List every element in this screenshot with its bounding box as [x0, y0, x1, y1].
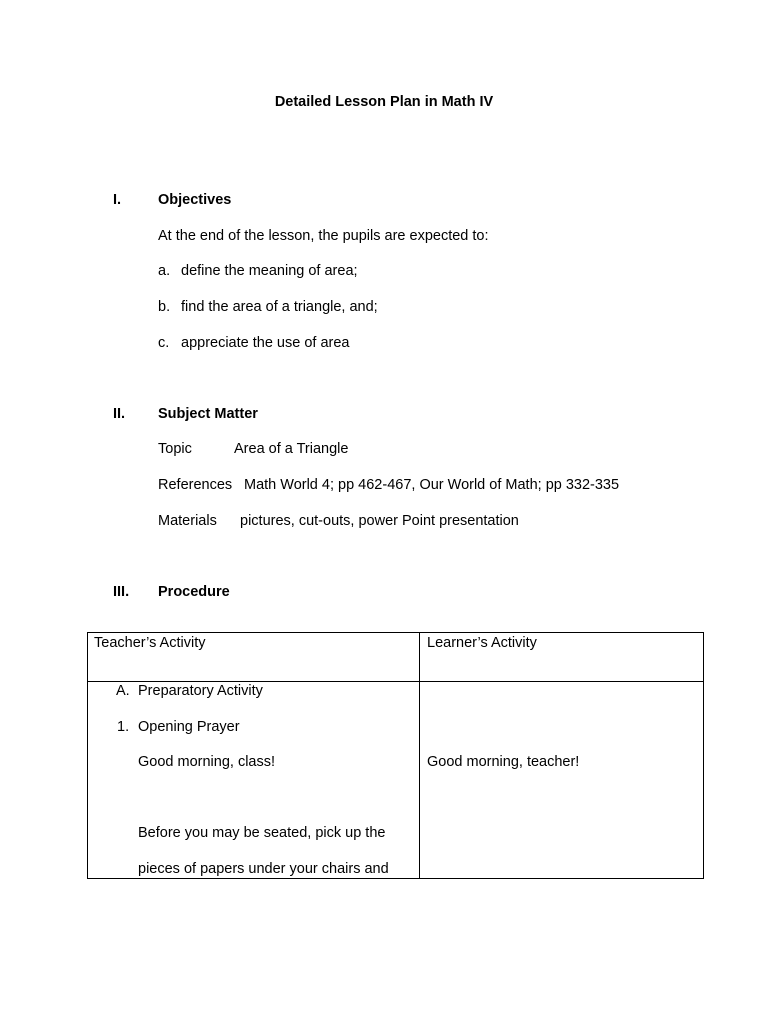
section-heading-objectives: Objectives	[158, 192, 232, 208]
section-numeral-procedure: III.	[113, 584, 130, 600]
objective-text: find the area of a triangle, and;	[181, 299, 378, 315]
teacher-line-1: Before you may be seated, pick up the	[138, 825, 386, 841]
header-teacher-activity: Teacher’s Activity	[94, 635, 206, 651]
objectives-intro: At the end of the lesson, the pupils are expected to:	[158, 228, 489, 244]
subject-value-topic: Area of a Triangle	[234, 441, 349, 457]
subject-value-materials: pictures, cut-outs, power Point presentation	[240, 513, 519, 529]
subject-label-references: References	[158, 477, 233, 493]
teacher-a-marker: A.	[116, 683, 130, 699]
objective-text: define the meaning of area;	[181, 263, 358, 279]
section-numeral-subject-matter: II.	[113, 406, 126, 422]
subject-label-topic: Topic	[158, 441, 192, 457]
learner-cell	[420, 682, 704, 879]
page-title: Detailed Lesson Plan in Math IV	[274, 94, 494, 110]
table-header-row	[88, 633, 704, 682]
teacher-1-text: Opening Prayer	[138, 719, 240, 735]
teacher-cell	[88, 682, 420, 879]
teacher-line-2: pieces of papers under your chairs and	[138, 861, 389, 877]
subject-value-references: Math World 4; pp 462-467, Our World of Math; pp 332-335	[244, 477, 620, 493]
header-cell-learner	[420, 633, 704, 682]
section-heading-procedure: Procedure	[158, 584, 230, 600]
procedure-table	[87, 632, 704, 879]
objective-marker: b.	[158, 299, 171, 315]
learner-greeting: Good morning, teacher!	[427, 754, 580, 770]
objective-marker: a.	[158, 263, 171, 279]
teacher-1-marker: 1.	[117, 719, 130, 735]
teacher-a-text: Preparatory Activity	[138, 683, 263, 699]
section-heading-subject-matter: Subject Matter	[158, 406, 258, 422]
objective-marker: c.	[158, 335, 170, 351]
subject-label-materials: Materials	[158, 513, 217, 529]
header-learner-activity: Learner’s Activity	[427, 635, 537, 651]
header-cell-teacher	[88, 633, 420, 682]
table-row	[88, 682, 704, 879]
section-numeral-objectives: I.	[113, 192, 122, 208]
objective-text: appreciate the use of area	[181, 335, 350, 351]
teacher-greeting: Good morning, class!	[138, 754, 276, 770]
